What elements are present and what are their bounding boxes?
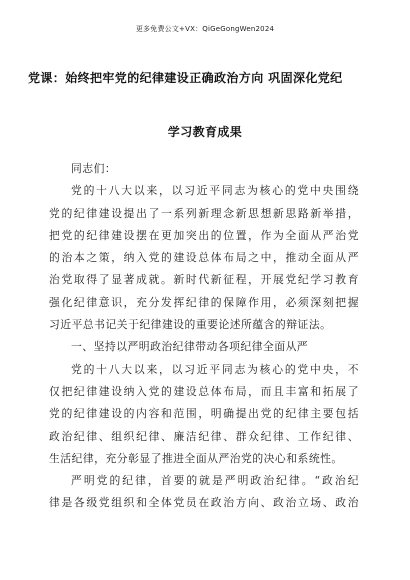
paragraph-1-line-4: 的治本之策，纳入党的建设总体布局之中，推动全面从严	[49, 251, 359, 265]
section-heading-1: 一、坚持以严明政治纪律带动各项纪律全面从严	[71, 340, 309, 354]
paragraph-2-line-3: 党的纪律建设的内容和范围，明确提出党的纪律主要包括	[49, 407, 359, 421]
paragraph-2-line-2: 仅把纪律建设纳入党的建设总体布局，而且丰富和拓展了	[49, 384, 359, 398]
paragraph-1-line-6: 强化纪律意识，充分发挥纪律的保障作用，必须深刻把握	[49, 295, 359, 309]
paragraph-1-line-1: 党的十八大以来，以习近平同志为核心的党中央围绕	[71, 184, 359, 198]
salutation: 同志们：	[71, 162, 117, 175]
paragraph-1-line-3: 把党的纪律建设摆在更加突出的位置，作为全面从严治党	[49, 228, 359, 242]
paragraph-1-line-2: 党的纪律建设提出了一系列新理念新思想新思路新举措，	[49, 206, 359, 220]
document-title-line-2: 学习教育成果	[167, 125, 243, 139]
paragraph-2-line-4: 政治纪律、组织纪律、廉洁纪律、群众纪律、工作纪律、	[49, 429, 359, 443]
document-body	[49, 158, 359, 515]
header-note: 更多免费公文+VX：QiGeGongWen2024	[135, 25, 275, 33]
paragraph-3-line-1: 严明党的纪律，首要的就是严明政治纪律。“政治纪	[71, 474, 359, 488]
paragraph-1-line-5: 治党取得了显著成就。新时代新征程，开展党纪学习教育	[49, 273, 359, 287]
document-title-line-1: 党课：始终把牢党的纪律建设正确政治方向 巩固深化党纪	[28, 71, 343, 85]
paragraph-2-line-1: 党的十八大以来，以习近平同志为核心的党中央，不	[71, 362, 359, 376]
paragraph-1-line-7: 习近平总书记关于纪律建设的重要论述所蕴含的辩证法。	[49, 318, 332, 332]
paragraph-2-line-5: 生活纪律，充分彰显了推进全面从严治党的决心和系统性。	[49, 451, 343, 465]
paragraph-3-line-2: 律是各级党组织和全体党员在政治方向、政治立场、政治	[49, 496, 359, 510]
